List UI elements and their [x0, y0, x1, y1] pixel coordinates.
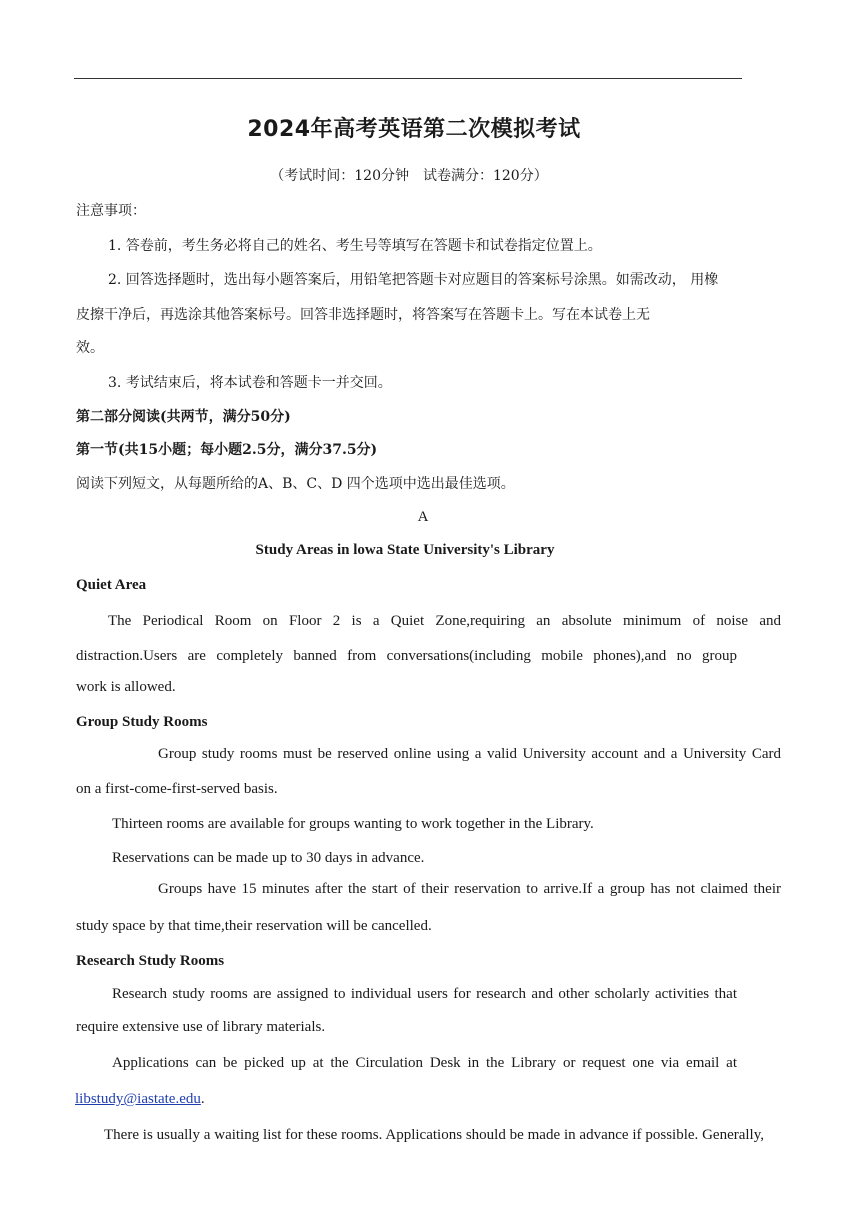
- group-study-bullet-1-line-2: on a first-come-first-served basis.: [76, 781, 278, 797]
- quiet-area-line-2: distraction.Users are completely banned from conversations(including mobile phones),and no group: [76, 648, 737, 664]
- group-study-bullet-4-line-2: study space by that time,their reservation will be cancelled.: [76, 918, 432, 934]
- exam-title: 2024年高考英语第二次模拟考试: [247, 117, 581, 142]
- research-study-bullet-1-line-2: require extensive use of library materials.: [76, 1019, 326, 1035]
- research-study-last-line: There is usually a waiting list for these rooms. Applications should be made in advance if possible. Generally,: [104, 1127, 764, 1143]
- notice-item-2-line-2: 皮擦干净后，再选涂其他答案标号。回答非选择题时，将答案写在答题卡上。写在本试卷上无: [76, 307, 650, 323]
- group-study-bullet-3: Reservations can be made up to 30 days in advance.: [112, 850, 425, 866]
- instruction-text: 阅读下列短文，从每题所给的A、B、C、D 四个选项中选出最佳选项。: [76, 476, 515, 492]
- header-rule: [74, 78, 742, 79]
- notice-item-2-line-3: 效。: [76, 340, 104, 356]
- notice-heading: 注意事项：: [76, 203, 146, 219]
- notice-item-3: 3. 考试结束后，将本试卷和答题卡一并交回。: [108, 375, 392, 391]
- group-study-heading: Group Study Rooms: [76, 714, 208, 730]
- group-study-bullet-1-line-1: Group study rooms must be reserved online using a valid University account and a University Card: [158, 746, 781, 762]
- quiet-area-heading: Quiet Area: [76, 577, 147, 593]
- part-heading: 第二部分阅读(共两节，满分50分): [76, 409, 291, 425]
- group-study-bullet-2: Thirteen rooms are available for groups wanting to work together in the Library.: [112, 816, 594, 832]
- exam-subtitle: （考试时间：120分钟 试卷满分：120分）: [270, 168, 548, 184]
- notice-item-1: 1. 答卷前，考生务必将自己的姓名、考生号等填写在答题卡和试卷指定位置上。: [108, 238, 602, 254]
- research-study-heading: Research Study Rooms: [76, 953, 225, 969]
- quiet-area-line-1: The Periodical Room on Floor 2 is a Quiet Zone,requiring an absolute minimum of noise and: [108, 613, 781, 629]
- quiet-area-line-3: work is allowed.: [76, 679, 176, 695]
- research-study-bullet-2-line-2: [75, 1091, 205, 1108]
- notice-item-2-line-1: 2. 回答选择题时，选出每小题答案后，用铅笔把答题卡对应题目的答案标号涂黑。如需改动， 用橡: [108, 272, 719, 288]
- group-study-bullet-4-line-1: Groups have 15 minutes after the start of their reservation to arrive.If a group has not claimed their: [158, 881, 781, 897]
- research-study-bullet-2-line-1: Applications can be picked up at the Circulation Desk in the Library or request one via email at: [112, 1055, 737, 1071]
- passage-letter: A: [417, 509, 429, 525]
- email-link[interactable]: libstudy@iastate.edu: [75, 1091, 201, 1107]
- research-study-bullet-1-line-1: Research study rooms are assigned to individual users for research and other scholarly activities that: [112, 986, 737, 1002]
- email-suffix: .: [200, 1091, 205, 1107]
- section-heading: 第一节(共15小题；每小题2.5分，满分37.5分): [76, 442, 378, 458]
- passage-title: Study Areas in lowa State University's Library: [255, 542, 555, 558]
